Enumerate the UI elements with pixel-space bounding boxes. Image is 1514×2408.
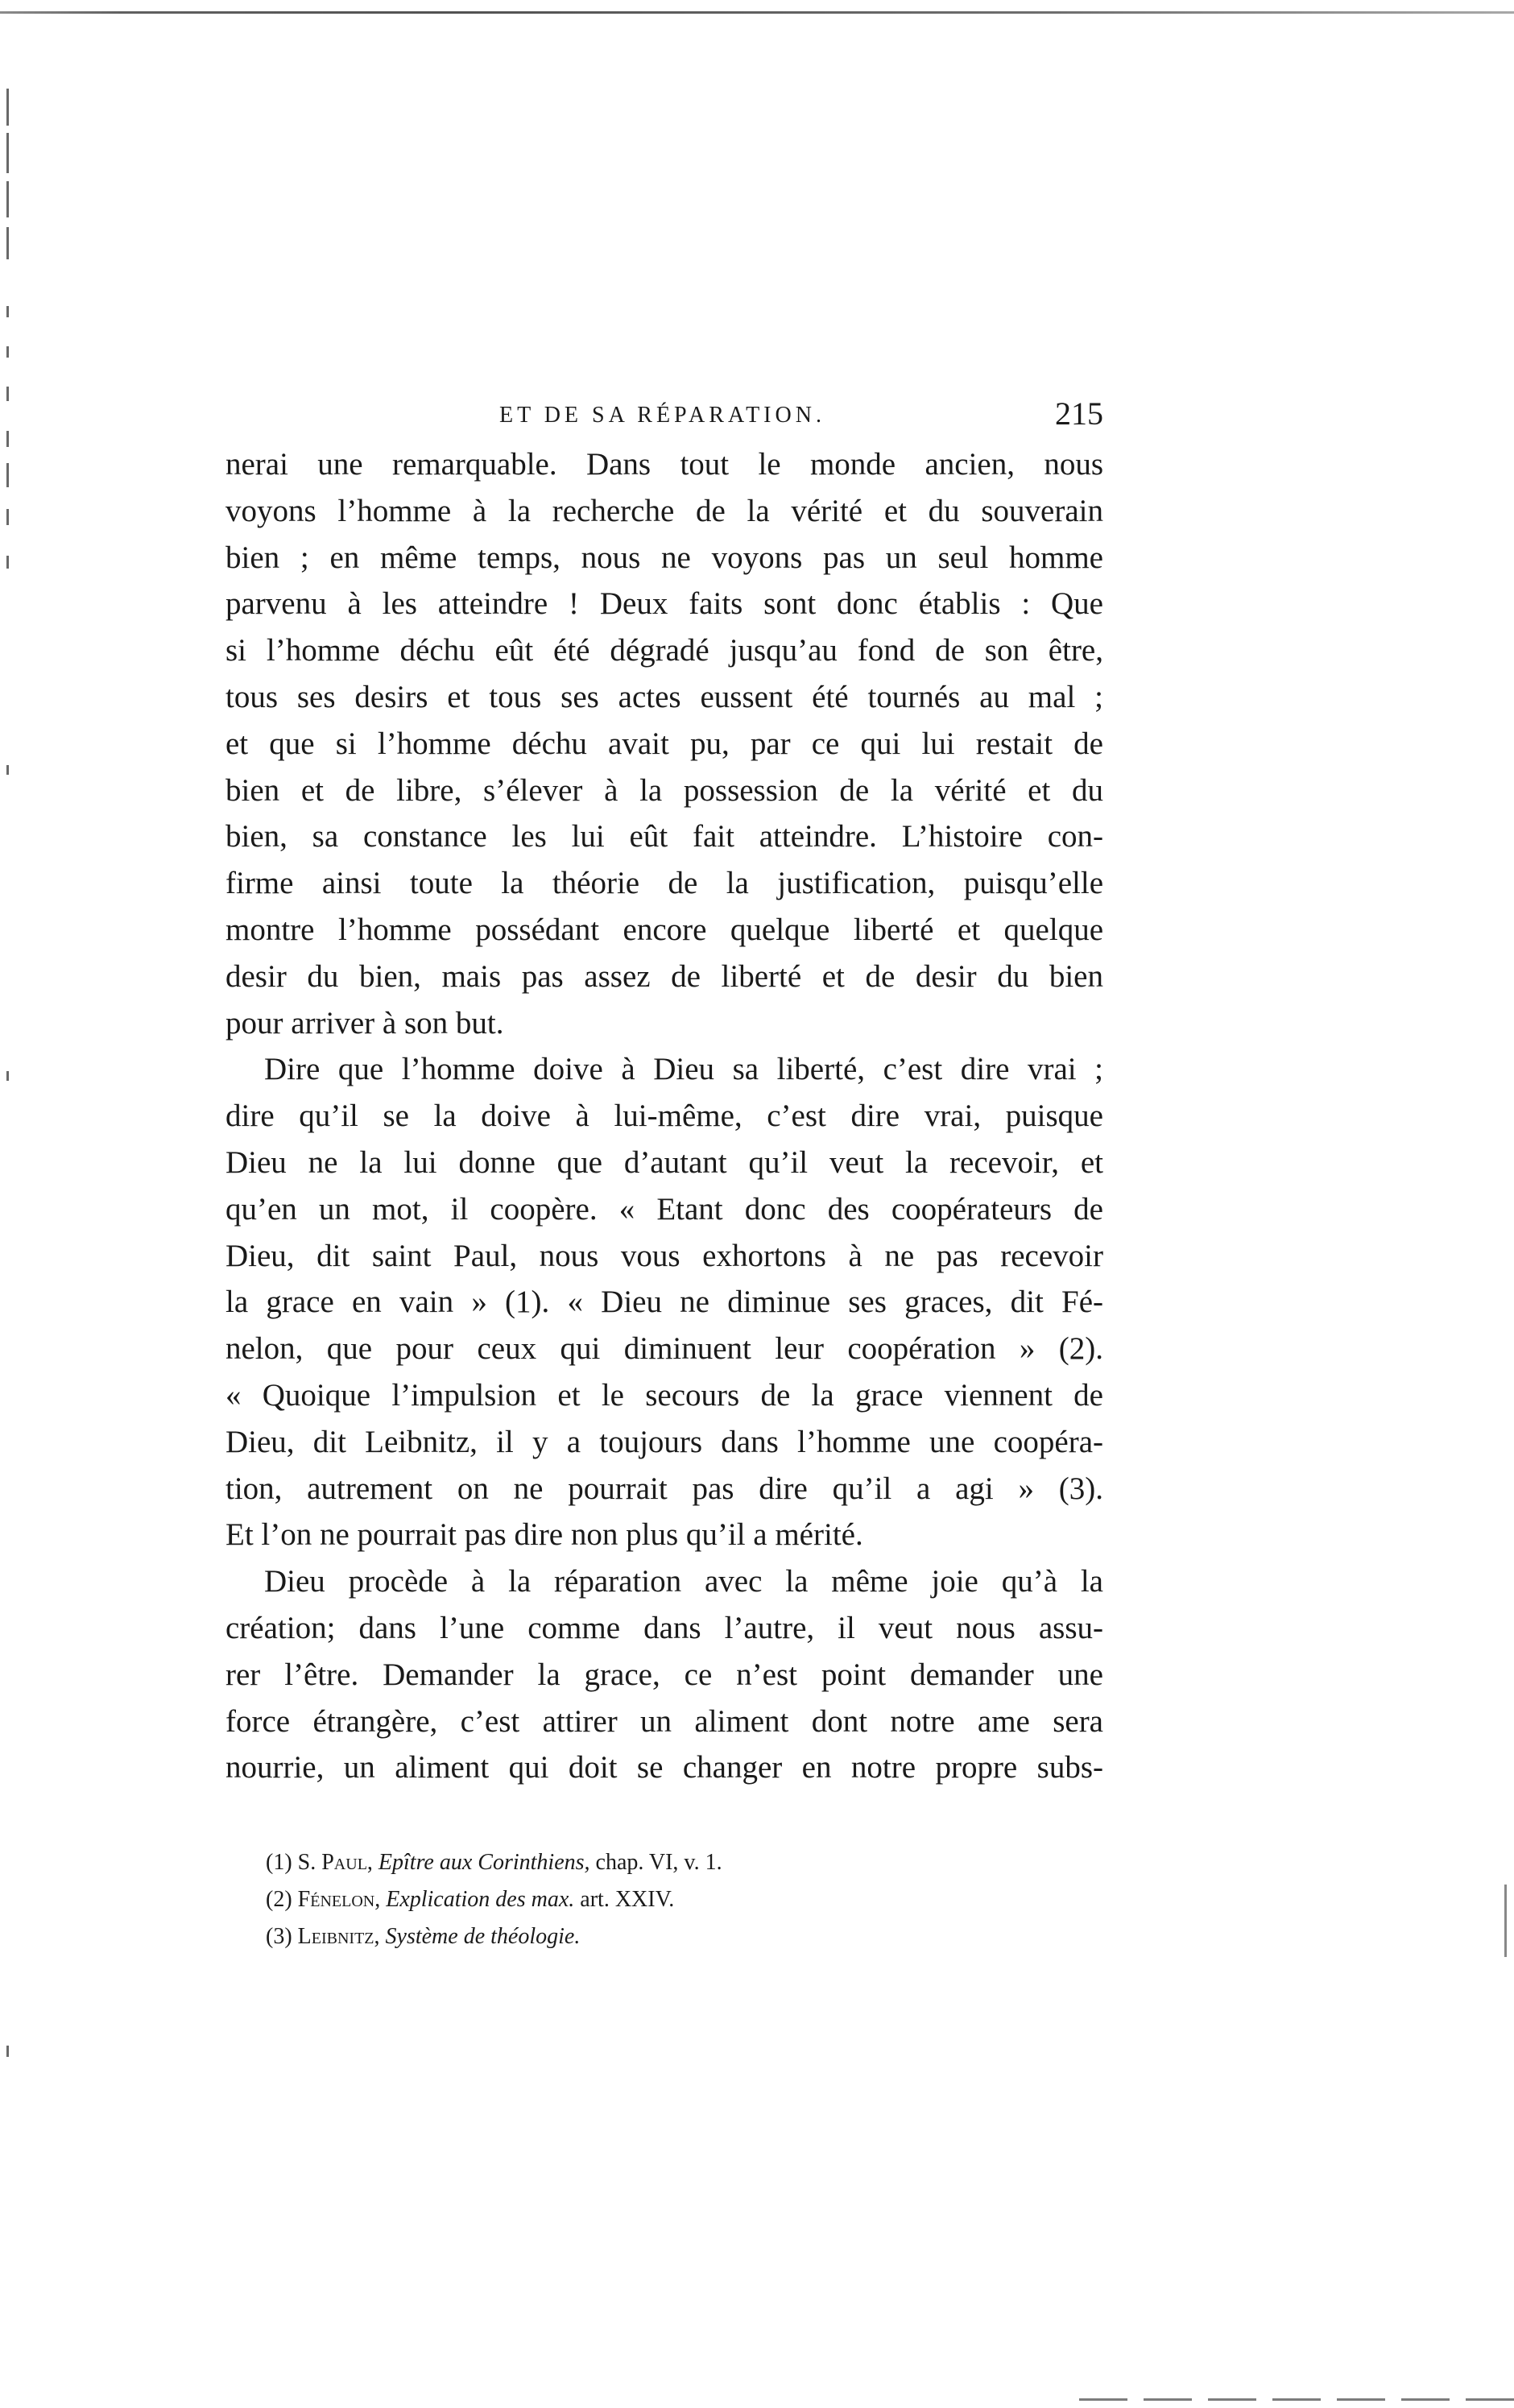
scan-margin-mark	[6, 431, 9, 447]
text-line: montre l’homme possédant encore quelque liberté et quelque	[225, 912, 1103, 947]
text-line: qu’en un mot, il coopère. « Etant donc des coopérateurs de	[225, 1191, 1103, 1227]
scan-margin-mark	[6, 346, 9, 358]
footnote-number: (3)	[266, 1924, 292, 1949]
scan-margin-mark	[6, 181, 9, 217]
text-line: création; dans l’une comme dans l’autre, il veut nous assu-	[225, 1610, 1103, 1645]
text-line: force étrangère, c’est attirer un aliment dont notre ame sera	[225, 1703, 1103, 1739]
text-line: Dieu procède à la réparation avec la même joie qu’à la	[264, 1564, 1103, 1599]
page-number: 215	[1055, 395, 1103, 432]
text-line: « Quoique l’impulsion et le secours de la grace viennent de	[225, 1377, 1103, 1413]
footnote-reference: chap. VI, v. 1.	[595, 1850, 722, 1875]
text-line: tion, autrement on ne pourrait pas dire qu’il a agi » (3).	[225, 1471, 1103, 1506]
footnote-work: Explication des max.	[386, 1887, 575, 1912]
text-line: dire qu’il se la doive à lui-même, c’est dire vrai, puisque	[225, 1098, 1103, 1134]
text-line: nourrie, un aliment qui doit se changer en notre propre subs-	[225, 1750, 1103, 1785]
text-line: bien et de libre, s’élever à la possession de la vérité et du	[225, 772, 1103, 808]
scan-margin-mark	[6, 2046, 9, 2057]
scan-margin-mark	[6, 387, 9, 401]
text-line: et que si l’homme déchu avait pu, par ce qui lui restait de	[225, 726, 1103, 761]
text-line: la grace en vain » (1). « Dieu ne diminue ses graces, dit Fé-	[225, 1285, 1103, 1320]
footnote	[266, 1881, 991, 1918]
footnote	[266, 1918, 991, 1955]
scan-margin-mark	[6, 306, 9, 317]
footnote-number: (1)	[266, 1850, 292, 1875]
running-header	[225, 395, 1119, 443]
scan-margin-mark	[6, 1071, 9, 1081]
scan-margin-mark	[6, 133, 9, 173]
scan-margin-mark	[6, 509, 9, 525]
footnote-work: Système de théologie.	[385, 1924, 581, 1949]
text-line: Dire que l’homme doive à Dieu sa liberté, c’est dire vrai ;	[264, 1052, 1103, 1087]
text-line: voyons l’homme à la recherche de la vérité et du souverain	[225, 493, 1103, 528]
footnotes	[266, 1844, 991, 1955]
text-line: rer l’être. Demander la grace, ce n’est point demander une	[225, 1657, 1103, 1692]
scan-margin-mark	[6, 227, 9, 259]
text-line: parvenu à les atteindre ! Deux faits sont donc établis : Que	[225, 586, 1103, 622]
running-title: ET DE SA RÉPARATION.	[499, 403, 825, 428]
text-line: firme ainsi toute la théorie de la justification, puisqu’elle	[225, 866, 1103, 901]
footnote-author: S. Paul,	[297, 1850, 373, 1875]
text-line: Et l’on ne pourrait pas dire non plus qu’il a mérité.	[225, 1517, 863, 1553]
footnote-work: Epître aux Corinthiens,	[378, 1850, 590, 1875]
footnote-author: Fénelon,	[297, 1887, 381, 1912]
text-line: nerai une remarquable. Dans tout le monde ancien, nous	[225, 447, 1103, 482]
footnote-author: Leibnitz,	[297, 1924, 380, 1949]
text-line: Dieu ne la lui donne que d’autant qu’il veut la recevoir, et	[225, 1144, 1103, 1180]
text-line: bien ; en même temps, nous ne voyons pas un seul homme	[225, 540, 1103, 575]
text-line: si l’homme déchu eût été dégradé jusqu’au fond de son être,	[225, 633, 1103, 668]
text-line: bien, sa constance les lui eût fait atteindre. L’histoire con-	[225, 819, 1103, 854]
text-line: nelon, que pour ceux qui diminuent leur coopération » (2).	[225, 1331, 1103, 1367]
scan-margin-mark	[6, 89, 9, 126]
text-line: desir du bien, mais pas assez de liberté et de desir du bien	[225, 958, 1103, 994]
scan-margin-mark	[1504, 1885, 1507, 1957]
text-line: Dieu, dit saint Paul, nous vous exhortons à ne pas recevoir	[225, 1238, 1103, 1273]
body-text	[225, 441, 1103, 1791]
scan-edge-rule	[0, 11, 1514, 14]
footnote	[266, 1844, 991, 1881]
footnote-reference: art. XXIV.	[580, 1887, 675, 1912]
scan-edge-rule	[1079, 2398, 1514, 2401]
footnote-number: (2)	[266, 1887, 292, 1912]
text-line: Dieu, dit Leibnitz, il y a toujours dans l’homme une coopéra-	[225, 1424, 1103, 1459]
scan-margin-mark	[6, 463, 9, 487]
scan-margin-mark	[6, 556, 9, 569]
text-line: tous ses desirs et tous ses actes eussent été tournés au mal ;	[225, 679, 1103, 714]
scan-margin-mark	[6, 765, 9, 775]
text-line: pour arriver à son but.	[225, 1005, 504, 1041]
